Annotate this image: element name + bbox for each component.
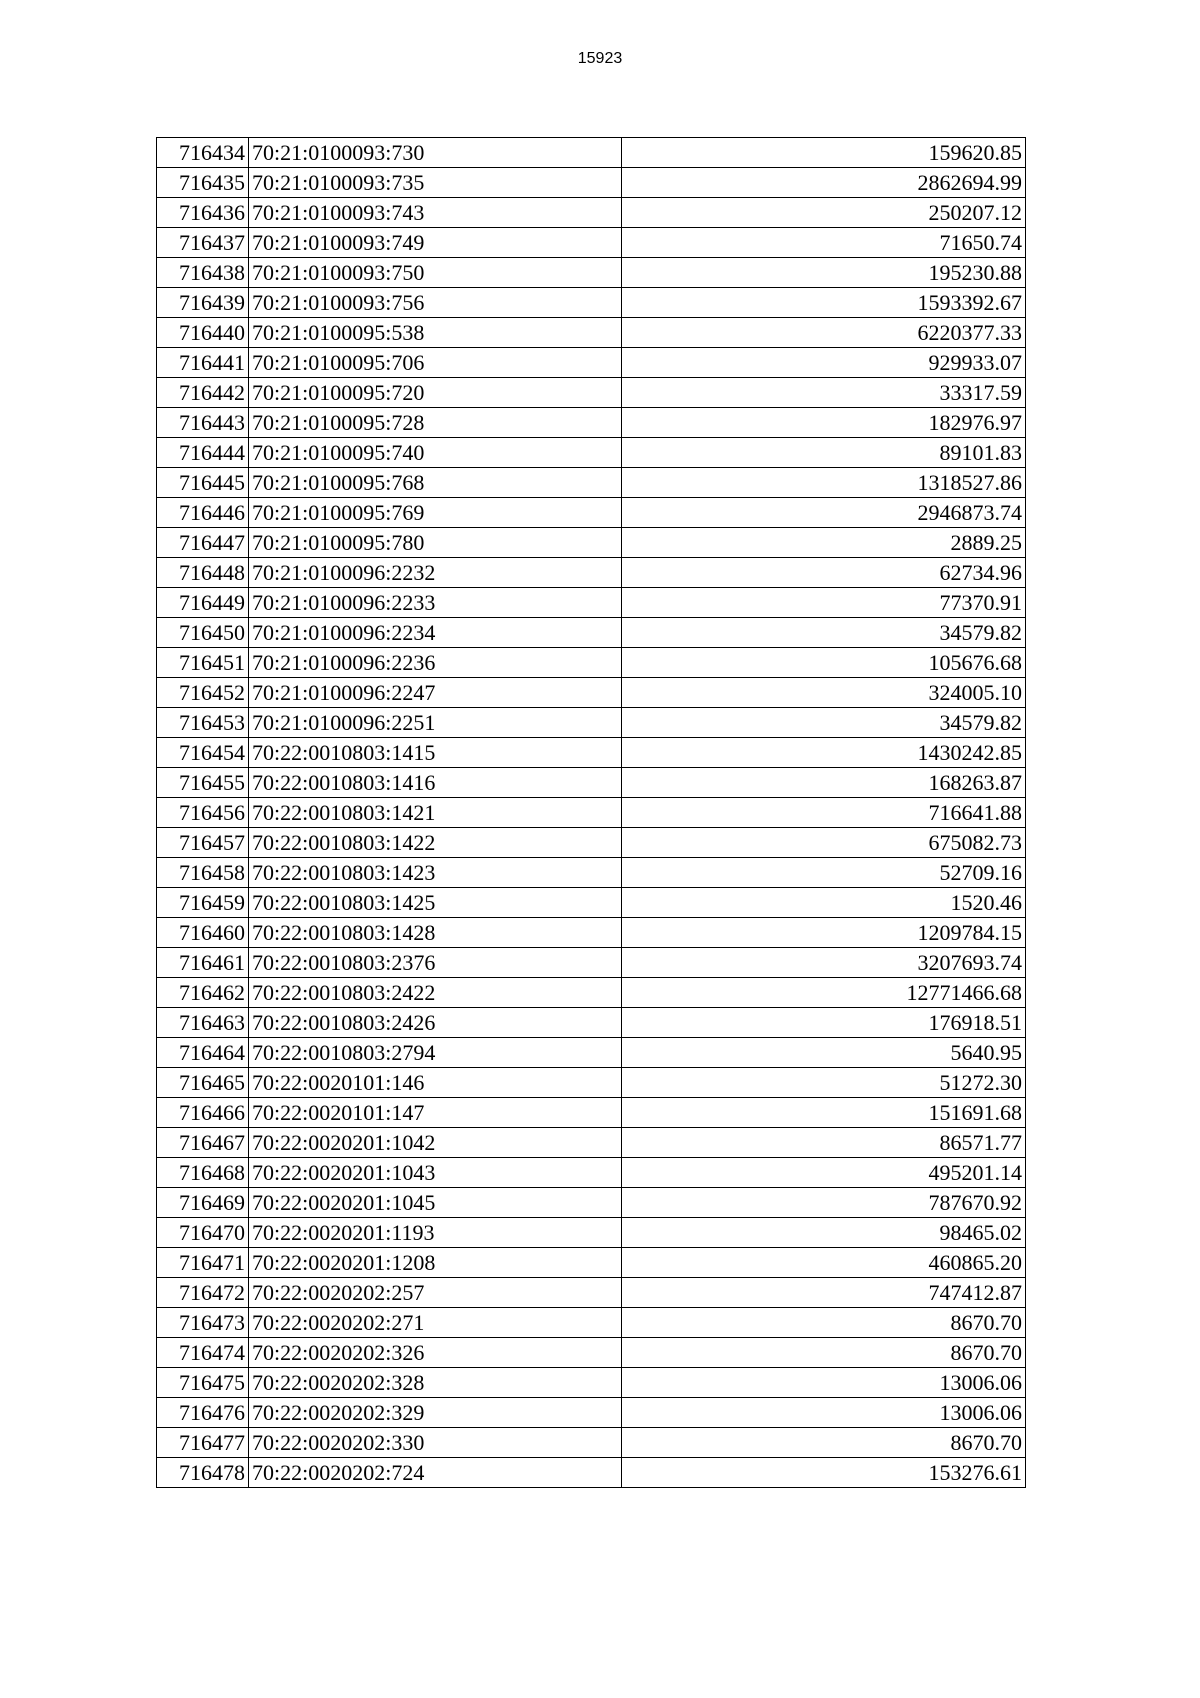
row-number-cell: 716438 [157,258,249,288]
row-number-cell: 716451 [157,648,249,678]
row-number-cell: 716464 [157,1038,249,1068]
cadastral-number-cell: 70:22:0010803:1423 [249,858,622,888]
table-row [157,1458,1026,1488]
value-cell: 747412.87 [622,1278,1026,1308]
table-row [157,828,1026,858]
value-cell: 153276.61 [622,1458,1026,1488]
row-number-cell: 716444 [157,438,249,468]
table-row [157,198,1026,228]
cadastral-number-cell: 70:21:0100093:756 [249,288,622,318]
row-number-cell: 716447 [157,528,249,558]
value-cell: 929933.07 [622,348,1026,378]
cadastral-number-cell: 70:21:0100096:2234 [249,618,622,648]
cadastral-number-cell: 70:22:0020202:330 [249,1428,622,1458]
row-number-cell: 716449 [157,588,249,618]
value-cell: 34579.82 [622,708,1026,738]
value-cell: 250207.12 [622,198,1026,228]
cadastral-number-cell: 70:21:0100093:730 [249,138,622,168]
row-number-cell: 716442 [157,378,249,408]
table-row [157,1428,1026,1458]
table-row [157,468,1026,498]
value-cell: 176918.51 [622,1008,1026,1038]
cadastral-number-cell: 70:21:0100096:2236 [249,648,622,678]
row-number-cell: 716472 [157,1278,249,1308]
row-number-cell: 716439 [157,288,249,318]
value-cell: 77370.91 [622,588,1026,618]
value-cell: 195230.88 [622,258,1026,288]
cadastral-number-cell: 70:22:0010803:2422 [249,978,622,1008]
table-row [157,168,1026,198]
cadastral-number-cell: 70:22:0020202:326 [249,1338,622,1368]
cadastral-number-cell: 70:22:0020202:329 [249,1398,622,1428]
table-row [157,1008,1026,1038]
cadastral-number-cell: 70:22:0010803:1415 [249,738,622,768]
row-number-cell: 716469 [157,1188,249,1218]
row-number-cell: 716478 [157,1458,249,1488]
cadastral-number-cell: 70:22:0010803:1425 [249,888,622,918]
row-number-cell: 716459 [157,888,249,918]
value-cell: 2862694.99 [622,168,1026,198]
table-row [157,138,1026,168]
value-cell: 495201.14 [622,1158,1026,1188]
table-row [157,1338,1026,1368]
cadastral-number-cell: 70:21:0100095:538 [249,318,622,348]
table-row [157,1308,1026,1338]
value-cell: 2889.25 [622,528,1026,558]
cadastral-number-cell: 70:22:0010803:1428 [249,918,622,948]
table-row [157,438,1026,468]
value-cell: 105676.68 [622,648,1026,678]
value-cell: 1520.46 [622,888,1026,918]
cadastral-number-cell: 70:21:0100096:2251 [249,708,622,738]
row-number-cell: 716440 [157,318,249,348]
value-cell: 1209784.15 [622,918,1026,948]
cadastral-number-cell: 70:21:0100095:720 [249,378,622,408]
value-cell: 182976.97 [622,408,1026,438]
value-cell: 52709.16 [622,858,1026,888]
row-number-cell: 716471 [157,1248,249,1278]
value-cell: 1318527.86 [622,468,1026,498]
row-number-cell: 716453 [157,708,249,738]
row-number-cell: 716474 [157,1338,249,1368]
table-row [157,1248,1026,1278]
table-row [157,678,1026,708]
row-number-cell: 716457 [157,828,249,858]
value-cell: 1430242.85 [622,738,1026,768]
row-number-cell: 716475 [157,1368,249,1398]
value-cell: 675082.73 [622,828,1026,858]
cadastral-number-cell: 70:22:0020201:1042 [249,1128,622,1158]
cadastral-number-cell: 70:21:0100095:728 [249,408,622,438]
row-number-cell: 716434 [157,138,249,168]
value-cell: 8670.70 [622,1428,1026,1458]
table-row [157,978,1026,1008]
value-cell: 8670.70 [622,1338,1026,1368]
row-number-cell: 716448 [157,558,249,588]
row-number-cell: 716452 [157,678,249,708]
cadastral-number-cell: 70:21:0100093:749 [249,228,622,258]
value-cell: 98465.02 [622,1218,1026,1248]
table-row [157,1398,1026,1428]
cadastral-number-cell: 70:21:0100096:2247 [249,678,622,708]
value-cell: 159620.85 [622,138,1026,168]
row-number-cell: 716477 [157,1428,249,1458]
value-cell: 2946873.74 [622,498,1026,528]
cadastral-number-cell: 70:22:0010803:2794 [249,1038,622,1068]
row-number-cell: 716456 [157,798,249,828]
table-row [157,948,1026,978]
cadastral-number-cell: 70:22:0020202:328 [249,1368,622,1398]
row-number-cell: 716465 [157,1068,249,1098]
table-row [157,498,1026,528]
table-row [157,858,1026,888]
row-number-cell: 716454 [157,738,249,768]
row-number-cell: 716446 [157,498,249,528]
value-cell: 71650.74 [622,228,1026,258]
cadastral-number-cell: 70:22:0010803:2376 [249,948,622,978]
value-cell: 1593392.67 [622,288,1026,318]
table-row [157,1218,1026,1248]
value-cell: 13006.06 [622,1368,1026,1398]
cadastral-number-cell: 70:22:0020202:271 [249,1308,622,1338]
page-number: 15923 [577,50,623,67]
value-cell: 34579.82 [622,618,1026,648]
table-row [157,1038,1026,1068]
value-cell: 716641.88 [622,798,1026,828]
table-row [157,288,1026,318]
row-number-cell: 716443 [157,408,249,438]
table-row [157,258,1026,288]
value-cell: 151691.68 [622,1098,1026,1128]
table-row [157,1098,1026,1128]
table-body [157,138,1026,1488]
cadastral-number-cell: 70:22:0020201:1045 [249,1188,622,1218]
cadastral-number-cell: 70:21:0100096:2233 [249,588,622,618]
row-number-cell: 716467 [157,1128,249,1158]
row-number-cell: 716462 [157,978,249,1008]
value-cell: 5640.95 [622,1038,1026,1068]
table-row [157,1158,1026,1188]
value-cell: 89101.83 [622,438,1026,468]
value-cell: 8670.70 [622,1308,1026,1338]
row-number-cell: 716445 [157,468,249,498]
table-row [157,918,1026,948]
value-cell: 51272.30 [622,1068,1026,1098]
cadastral-number-cell: 70:22:0020101:147 [249,1098,622,1128]
table-row [157,1278,1026,1308]
row-number-cell: 716470 [157,1218,249,1248]
table-row [157,378,1026,408]
cadastral-number-cell: 70:21:0100095:706 [249,348,622,378]
table-row [157,1368,1026,1398]
value-cell: 12771466.68 [622,978,1026,1008]
row-number-cell: 716450 [157,618,249,648]
cadastral-number-cell: 70:22:0020201:1193 [249,1218,622,1248]
value-cell: 33317.59 [622,378,1026,408]
cadastral-number-cell: 70:22:0020101:146 [249,1068,622,1098]
row-number-cell: 716441 [157,348,249,378]
table-row [157,348,1026,378]
cadastral-number-cell: 70:21:0100095:780 [249,528,622,558]
value-cell: 86571.77 [622,1128,1026,1158]
row-number-cell: 716437 [157,228,249,258]
table-row [157,648,1026,678]
row-number-cell: 716436 [157,198,249,228]
table-row [157,768,1026,798]
row-number-cell: 716460 [157,918,249,948]
table-row [157,888,1026,918]
cadastral-number-cell: 70:22:0010803:2426 [249,1008,622,1038]
table-row [157,318,1026,348]
value-cell: 13006.06 [622,1398,1026,1428]
value-cell: 787670.92 [622,1188,1026,1218]
table-row [157,1128,1026,1158]
cadastral-number-cell: 70:21:0100093:750 [249,258,622,288]
cadastral-number-cell: 70:21:0100096:2232 [249,558,622,588]
table-row [157,618,1026,648]
value-cell: 168263.87 [622,768,1026,798]
table-row [157,738,1026,768]
cadastral-number-cell: 70:21:0100095:768 [249,468,622,498]
value-cell: 460865.20 [622,1248,1026,1278]
cadastral-number-cell: 70:22:0020201:1208 [249,1248,622,1278]
table-row [157,558,1026,588]
table-row [157,708,1026,738]
value-cell: 324005.10 [622,678,1026,708]
cadastral-number-cell: 70:21:0100095:769 [249,498,622,528]
row-number-cell: 716435 [157,168,249,198]
row-number-cell: 716473 [157,1308,249,1338]
value-cell: 3207693.74 [622,948,1026,978]
row-number-cell: 716476 [157,1398,249,1428]
cadastral-number-cell: 70:22:0020202:257 [249,1278,622,1308]
table-row [157,588,1026,618]
cadastral-value-table [156,137,1026,1488]
cadastral-number-cell: 70:22:0010803:1421 [249,798,622,828]
cadastral-number-cell: 70:22:0010803:1416 [249,768,622,798]
table-row [157,528,1026,558]
table-row [157,798,1026,828]
cadastral-number-cell: 70:21:0100093:735 [249,168,622,198]
row-number-cell: 716461 [157,948,249,978]
value-cell: 6220377.33 [622,318,1026,348]
cadastral-number-cell: 70:21:0100093:743 [249,198,622,228]
value-cell: 62734.96 [622,558,1026,588]
row-number-cell: 716458 [157,858,249,888]
table-row [157,228,1026,258]
table-row [157,408,1026,438]
table-row [157,1068,1026,1098]
row-number-cell: 716466 [157,1098,249,1128]
cadastral-number-cell: 70:21:0100095:740 [249,438,622,468]
row-number-cell: 716463 [157,1008,249,1038]
cadastral-number-cell: 70:22:0020202:724 [249,1458,622,1488]
cadastral-number-cell: 70:22:0020201:1043 [249,1158,622,1188]
row-number-cell: 716455 [157,768,249,798]
cadastral-number-cell: 70:22:0010803:1422 [249,828,622,858]
row-number-cell: 716468 [157,1158,249,1188]
table-row [157,1188,1026,1218]
